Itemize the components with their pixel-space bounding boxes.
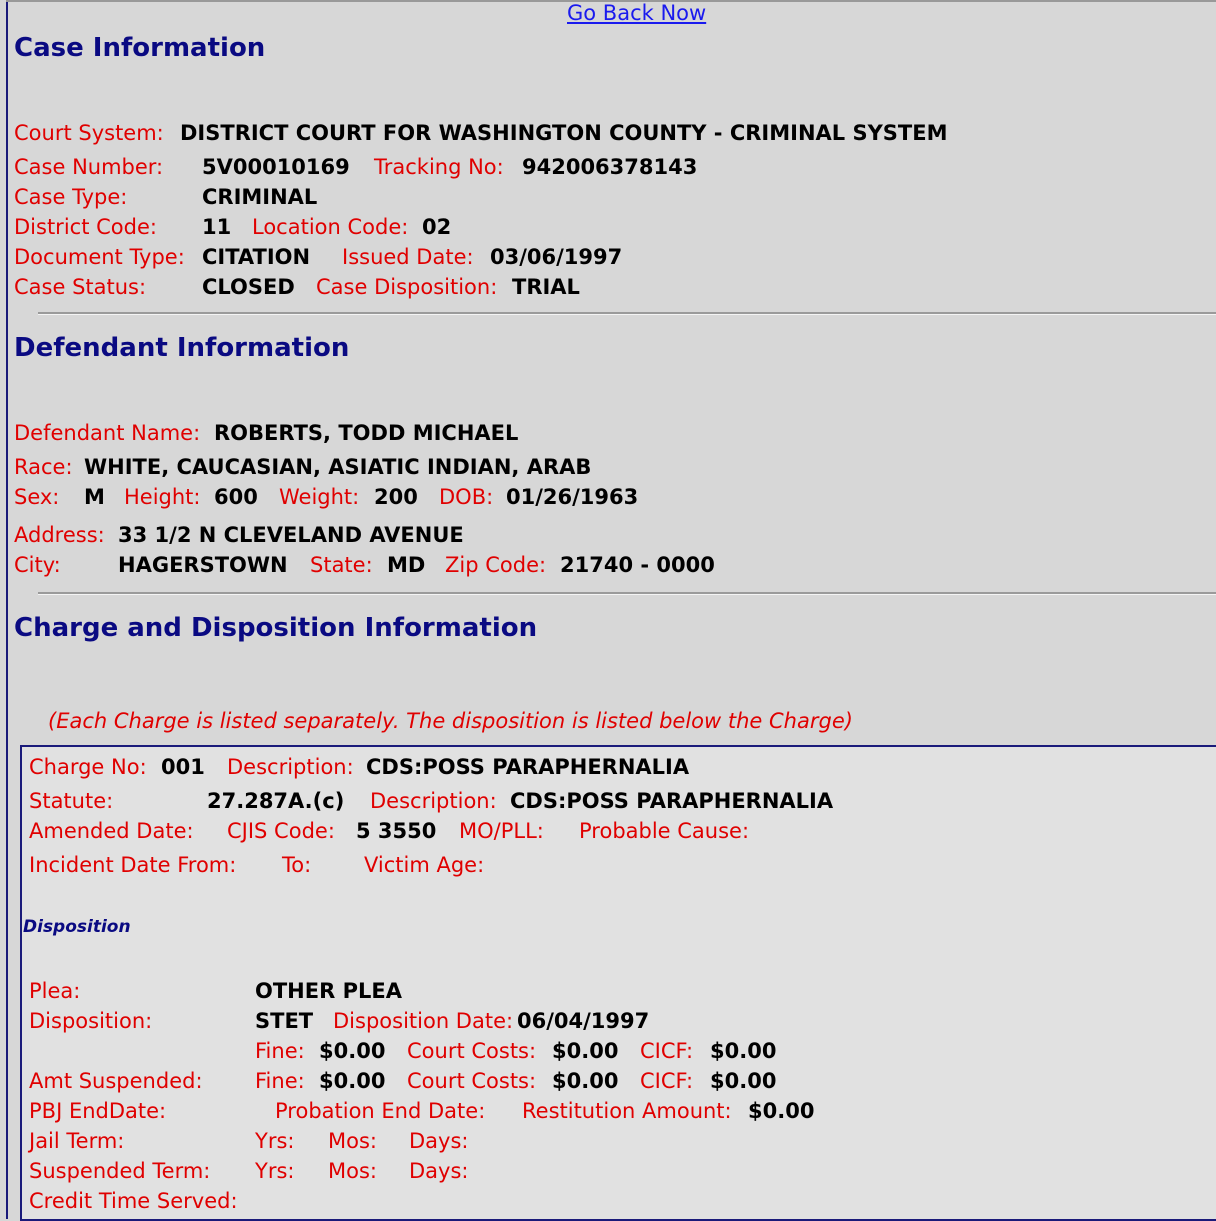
disposition-label: Disposition: xyxy=(29,1009,153,1033)
district-code-label: District Code: xyxy=(14,215,157,239)
statute-description-label: Description: xyxy=(370,789,497,813)
mo-pll-label: MO/PLL: xyxy=(459,819,544,843)
jail-years-label: Yrs: xyxy=(255,1129,295,1153)
charge-information-heading: Charge and Disposition Information xyxy=(14,613,538,643)
location-code-value: 02 xyxy=(422,215,452,239)
weight-value: 200 xyxy=(374,485,418,509)
height-value: 600 xyxy=(214,485,258,509)
address-label: Address: xyxy=(14,523,105,547)
weight-label: Weight: xyxy=(279,485,360,509)
case-type-label: Case Type: xyxy=(14,185,128,209)
cjis-code-value: 5 3550 xyxy=(356,819,437,843)
location-code-label: Location Code: xyxy=(252,215,409,239)
charge-panel xyxy=(20,745,1216,1221)
state-value: MD xyxy=(387,553,426,577)
jail-days-label: Days: xyxy=(409,1129,469,1153)
cicf-value: $0.00 xyxy=(710,1039,777,1063)
court-system-label: Court System: xyxy=(14,121,164,145)
suspended-court-costs-value: $0.00 xyxy=(552,1069,619,1093)
suspended-term-label: Suspended Term: xyxy=(29,1159,211,1183)
address-value: 33 1/2 N CLEVELAND AVENUE xyxy=(118,523,464,547)
amended-date-label: Amended Date: xyxy=(29,819,194,843)
defendant-name-value: ROBERTS, TODD MICHAEL xyxy=(214,421,519,445)
case-type-value: CRIMINAL xyxy=(202,185,318,209)
case-number-label: Case Number: xyxy=(14,155,164,179)
court-system-value: DISTRICT COURT FOR WASHINGTON COUNTY - CRIMINAL SYSTEM xyxy=(180,121,948,145)
charge-description-label: Description: xyxy=(227,755,354,779)
city-value: HAGERSTOWN xyxy=(118,553,288,577)
defendant-name-label: Defendant Name: xyxy=(14,421,201,445)
race-value: WHITE, CAUCASIAN, ASIATIC INDIAN, ARAB xyxy=(84,455,592,479)
dob-value: 01/26/1963 xyxy=(506,485,639,509)
tracking-label: Tracking No: xyxy=(374,155,504,179)
incident-date-to-label: To: xyxy=(282,853,312,877)
case-disposition-label: Case Disposition: xyxy=(316,275,498,299)
sex-value: M xyxy=(84,485,105,509)
fine-label: Fine: xyxy=(255,1039,305,1063)
statute-label: Statute: xyxy=(29,789,114,813)
case-disposition-value: TRIAL xyxy=(512,275,580,299)
height-label: Height: xyxy=(124,485,201,509)
disposition-heading: Disposition xyxy=(23,917,131,937)
incident-date-from-label: Incident Date From: xyxy=(29,853,237,877)
sex-label: Sex: xyxy=(14,485,60,509)
probable-cause-label: Probable Cause: xyxy=(579,819,750,843)
suspended-months-label: Mos: xyxy=(328,1159,377,1183)
charge-description-value: CDS:POSS PARAPHERNALIA xyxy=(366,755,690,779)
disposition-value: STET xyxy=(255,1009,314,1033)
zip-code-value: 21740 - 0000 xyxy=(560,553,715,577)
disposition-date-value: 06/04/1997 xyxy=(517,1009,650,1033)
court-costs-label: Court Costs: xyxy=(407,1039,537,1063)
probation-end-date-label: Probation End Date: xyxy=(275,1099,486,1123)
suspended-days-label: Days: xyxy=(409,1159,469,1183)
city-label: City: xyxy=(14,553,61,577)
cicf-label: CICF: xyxy=(640,1039,694,1063)
zip-code-label: Zip Code: xyxy=(445,553,547,577)
state-label: State: xyxy=(310,553,373,577)
plea-label: Plea: xyxy=(29,979,81,1003)
suspended-fine-label: Fine: xyxy=(255,1069,305,1093)
victim-age-label: Victim Age: xyxy=(364,853,485,877)
charge-note: (Each Charge is listed separately. The disposition is listed below the Charge) xyxy=(48,709,853,733)
charge-no-label: Charge No: xyxy=(29,755,147,779)
restitution-amount-value: $0.00 xyxy=(748,1099,815,1123)
case-number-value: 5V00010169 xyxy=(202,155,350,179)
disposition-date-label: Disposition Date: xyxy=(333,1009,514,1033)
issued-date-value: 03/06/1997 xyxy=(490,245,623,269)
case-information-heading: Case Information xyxy=(14,33,266,63)
amt-suspended-label: Amt Suspended: xyxy=(29,1069,203,1093)
charge-no-value: 001 xyxy=(161,755,205,779)
suspended-court-costs-label: Court Costs: xyxy=(407,1069,537,1093)
suspended-cicf-label: CICF: xyxy=(640,1069,694,1093)
case-status-value: CLOSED xyxy=(202,275,295,299)
section-divider xyxy=(38,312,1216,315)
district-code-value: 11 xyxy=(202,215,232,239)
fine-value: $0.00 xyxy=(319,1039,386,1063)
court-costs-value: $0.00 xyxy=(552,1039,619,1063)
pbj-end-date-label: PBJ EndDate: xyxy=(29,1099,167,1123)
dob-label: DOB: xyxy=(439,485,494,509)
suspended-cicf-value: $0.00 xyxy=(710,1069,777,1093)
credit-time-served-label: Credit Time Served: xyxy=(29,1189,238,1213)
race-label: Race: xyxy=(14,455,73,479)
case-status-label: Case Status: xyxy=(14,275,147,299)
restitution-amount-label: Restitution Amount: xyxy=(522,1099,732,1123)
document-type-label: Document Type: xyxy=(14,245,185,269)
statute-value: 27.287A.(c) xyxy=(207,789,345,813)
suspended-fine-value: $0.00 xyxy=(319,1069,386,1093)
section-divider xyxy=(38,592,1216,595)
plea-value: OTHER PLEA xyxy=(255,979,402,1003)
jail-months-label: Mos: xyxy=(328,1129,377,1153)
cjis-code-label: CJIS Code: xyxy=(227,819,335,843)
issued-date-label: Issued Date: xyxy=(342,245,474,269)
jail-term-label: Jail Term: xyxy=(29,1129,125,1153)
tracking-value: 942006378143 xyxy=(522,155,698,179)
defendant-information-heading: Defendant Information xyxy=(14,333,350,363)
go-back-link[interactable]: Go Back Now xyxy=(567,1,707,25)
document-type-value: CITATION xyxy=(202,245,311,269)
statute-description-value: CDS:POSS PARAPHERNALIA xyxy=(510,789,834,813)
suspended-years-label: Yrs: xyxy=(255,1159,295,1183)
